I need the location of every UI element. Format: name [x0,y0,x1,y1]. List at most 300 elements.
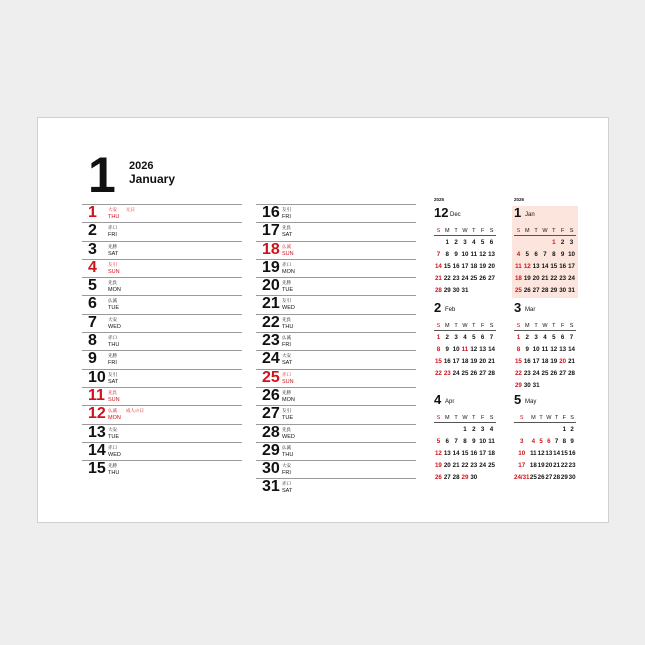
week-row [434,472,496,484]
rokuyo-label: 友引 [282,408,291,414]
day-row [82,259,242,277]
weekday-header-cell: S [487,227,496,236]
weekday-header-cell: S [434,322,443,331]
date-cell: 4 [472,238,476,246]
week-row [514,423,576,436]
weekday-header-cell: S [514,322,523,331]
day-row [82,277,242,295]
date-cell: 10 [568,250,575,258]
date-cell: 25 [461,370,469,378]
rokuyo-label: 仏滅 [108,408,117,414]
rokuyo-label: 友引 [108,371,117,377]
week-row [514,260,576,272]
date-cell: 13 [443,449,451,457]
rokuyo-label: 大安 [108,207,117,212]
date-cell: 13 [559,345,567,353]
holiday-label: 成人の日 [126,408,144,414]
date-cell: 11 [461,345,469,353]
week-row [514,368,576,380]
date-cell: 5 [472,333,476,341]
date-cell [558,380,567,392]
date-cell: 1 [436,333,441,341]
week-row [434,285,496,297]
date-cell: 6 [560,333,565,341]
date-cell: 6 [547,437,551,445]
weekday-label: THU [108,214,120,220]
day-number: 28 [262,423,280,441]
date-cell: 4 [543,333,547,341]
rokuyo-label: 仏滅 [282,243,291,249]
week-row [434,248,496,260]
day-number: 4 [88,258,97,276]
date-cell: 31 [532,382,540,390]
date-cell: 16 [559,262,567,270]
weekday-header-cell: M [531,415,536,421]
week-row [434,423,496,436]
date-cell: 16 [568,449,576,457]
weekday-label: SAT [282,488,293,495]
mini-month-grid [434,227,496,297]
date-cell: 11 [470,250,478,258]
weekday-label: WED [282,433,295,440]
date-cell: 26 [523,287,531,295]
date-cell: 29 [443,287,451,295]
date-cell: 1 [562,425,567,433]
weekday-label: MON [108,415,121,422]
mini-month-number: 3 [514,300,522,315]
day-row [256,241,416,259]
date-cell: 24 [452,370,460,378]
date-cell: 14 [541,262,549,270]
date-cell: 29 [461,474,469,482]
date-cell: 2 [560,238,565,246]
rokuyo-label: 仏滅 [282,335,291,341]
day-number: 11 [88,386,105,404]
date-cell: 18 [529,462,537,470]
week-row [514,273,576,285]
mini-month-name: Feb [445,307,456,313]
day-row [256,424,416,442]
date-cell: 2 [525,333,529,341]
date-cell: 17 [518,462,526,470]
date-cell: 19 [537,462,545,470]
date-cell: 4 [531,437,536,445]
day-row [82,405,242,423]
rokuyo-label: 赤口 [108,335,117,341]
date-cell: 7 [436,250,441,258]
weekday-header-cell: F [558,227,567,236]
weekday-label: FRI [108,360,117,367]
mini-month-header [434,301,500,317]
week-row [514,343,576,355]
weekday-header-row [514,414,576,423]
date-cell: 21 [452,462,460,470]
date-cell: 30 [470,474,478,482]
date-cell: 9 [445,345,449,353]
date-cell: 21 [541,275,549,283]
mini-month-number: 4 [434,392,442,407]
rokuyo-label: 仏滅 [282,444,291,450]
date-cell: 10 [532,345,540,353]
date-cell: 24 [532,370,540,378]
weekday-header-cell: F [558,322,567,331]
weekday-label: THU [282,323,294,330]
week-row [434,355,496,367]
weekday-label: SUN [282,378,294,385]
date-cell: 16 [523,357,531,365]
weekday-label: FRI [282,342,291,349]
mini-month-grid [434,322,496,380]
date-cell [478,472,487,484]
rokuyo-label: 大安 [108,316,117,322]
weekday-header-row [514,227,576,236]
weekday-label: TUE [282,415,293,422]
weekday-header-cell: S [434,414,443,423]
weekday-label: MON [282,268,295,275]
day-number: 22 [262,313,280,331]
date-cell: 9 [525,345,529,353]
date-cell: 24 [568,275,575,283]
weekday-label: FRI [282,214,291,220]
date-cell: 30 [523,382,531,390]
mini-month-mar [514,301,580,392]
mini-month-grid [514,227,576,297]
day-row [256,277,416,295]
date-cell [532,236,541,249]
day-number: 6 [88,295,97,313]
date-cell: 13 [532,262,540,270]
date-cell: 12 [470,345,478,353]
date-cell: 8 [463,437,467,445]
weekday-header-cell: S [567,227,576,236]
weekday-label: WED [108,451,121,458]
date-cell: 23 [443,370,451,378]
day-row [82,369,242,387]
date-cell: 17 [461,262,469,270]
weekday-label: WED [282,305,295,312]
weekday-header-cell: T [532,227,541,236]
date-cell: 22 [514,370,522,378]
date-cell: 13 [479,345,487,353]
weekday-header-row [434,227,496,236]
rokuyo-label: 先負 [108,389,117,395]
day-row [256,460,416,478]
day-number: 16 [262,204,280,221]
date-cell: 17 [452,357,460,365]
date-cell: 24 [479,462,487,470]
weekday-header-cell: T [549,227,558,236]
date-cell [567,380,576,392]
date-cell [443,423,452,436]
date-cell: 26 [550,370,558,378]
day-number: 13 [88,423,106,441]
week-row [514,460,576,472]
mini-month-feb [434,301,500,380]
date-cell: 20 [443,462,451,470]
weekday-header-cell: W [542,323,548,329]
day-number: 26 [262,386,280,404]
weekday-label: SAT [108,250,119,257]
date-cell: 19 [434,462,442,470]
weekday-header-cell: T [553,414,561,423]
date-cell: 23 [568,462,576,470]
date-cell: 20 [532,275,540,283]
weekday-header-row [434,414,496,423]
month-name: January [129,172,176,186]
day-number: 23 [262,332,280,350]
date-cell: 4 [516,250,521,258]
date-cell: 25 [541,370,549,378]
mini-month-may [514,393,580,484]
date-cell: 21 [434,275,442,283]
weekday-header-cell: F [560,414,568,423]
date-cell: 3 [454,333,458,341]
date-cell: 4 [463,333,467,341]
date-cell: 26 [470,370,478,378]
date-cell: 5 [525,250,529,258]
mini-month-apr [434,393,500,484]
weekday-header-cell: T [469,414,478,423]
date-cell: 12 [550,345,558,353]
rokuyo-label: 大安 [108,426,117,432]
weekday-label: SUN [282,250,294,257]
day-number: 29 [262,441,280,459]
mini-month-dec [434,197,500,297]
rokuyo-label: 友引 [108,261,117,267]
day-number: 8 [88,332,97,350]
date-cell: 14 [553,449,561,457]
date-cell: 14 [452,449,460,457]
rokuyo-label: 先負 [282,316,291,322]
date-cell: 6 [480,333,485,341]
weekday-header-cell: F [478,414,487,423]
weekday-header-cell: M [523,227,532,236]
date-cell: 24 [461,275,469,283]
date-cell: 22 [461,462,469,470]
date-cell: 27 [443,474,451,482]
weekday-header-cell: T [537,414,545,423]
date-cell: 20 [479,357,487,365]
date-cell: 25 [529,474,537,482]
weekday-header-cell: T [532,322,541,331]
weekday-label: THU [108,342,120,349]
date-cell: 2 [570,425,574,433]
weekday-header-cell: T [452,414,461,423]
rokuyo-label: 大安 [282,463,291,469]
week-row [514,472,576,484]
week-row [434,435,496,447]
day-row [82,222,242,240]
date-cell: 28 [452,474,460,482]
date-cell: 8 [562,437,567,445]
date-cell [478,285,487,297]
date-cell: 28 [568,370,575,378]
date-cell: 10 [518,449,526,457]
date-cell: 8 [436,345,441,353]
weekday-header-cell: T [469,322,478,331]
date-cell: 28 [434,287,442,295]
date-cell [514,423,529,436]
day-row [82,442,242,460]
date-cell [549,380,558,392]
mini-month-jan [514,197,580,297]
date-cell: 8 [516,345,521,353]
mini-month-header [434,197,500,222]
rokuyo-label: 友引 [282,298,291,304]
date-cell [514,236,523,249]
date-cell: 12 [479,250,487,258]
day-number: 12 [88,405,106,423]
weekday-header-cell: F [478,227,487,236]
day-number: 24 [262,350,280,368]
date-cell: 19 [470,357,478,365]
day-row [256,332,416,350]
day-row [256,259,416,277]
date-cell: 3 [480,425,485,433]
rokuyo-label: 赤口 [108,225,117,231]
mini-month-header [434,393,500,409]
date-cell: 23 [559,275,567,283]
weekday-label: SUN [108,396,120,403]
mini-month-grid [434,414,496,484]
day-number: 7 [88,313,97,331]
date-cell: 1 [552,238,556,246]
date-cell: 18 [488,449,495,457]
date-cell: 31 [461,287,469,295]
date-cell: 15 [550,262,558,270]
week-row [434,368,496,380]
date-cell [487,472,496,484]
date-cell: 25 [514,287,522,295]
weekday-header-cell: W [542,228,548,234]
date-cell: 27 [545,474,553,482]
week-row [514,331,576,344]
date-cell: 12 [434,449,442,457]
day-number: 21 [262,295,280,313]
weekday-header-cell: W [462,228,468,234]
date-cell [469,285,478,297]
date-cell: 22 [443,275,451,283]
date-cell: 15 [514,357,522,365]
weekday-header-cell: S [434,227,443,236]
day-number: 14 [88,441,106,459]
mini-month-name: Jan [525,212,535,218]
date-cell: 15 [434,357,442,365]
weekday-header-cell: M [443,414,452,423]
date-cell [545,423,553,436]
weekday-label: THU [282,451,294,458]
weekday-header-cell: S [568,414,576,423]
weekday-header-cell: T [452,227,461,236]
weekday-header-cell: M [443,227,452,236]
day-row [256,369,416,387]
weekday-header-cell: W [462,323,468,329]
month-year: 2026 [129,160,154,172]
date-cell: 8 [445,250,449,258]
date-cell: 28 [553,474,561,482]
date-cell: 27 [479,370,487,378]
date-cell: 30 [559,287,567,295]
date-cell: 14 [434,262,442,270]
date-cell: 29 [550,287,558,295]
day-number: 1 [88,204,97,221]
date-cell: 19 [523,275,531,283]
date-cell: 17 [568,262,575,270]
date-cell: 2 [472,425,476,433]
date-cell: 11 [530,449,537,457]
date-cell: 6 [534,250,538,258]
weekday-label: SAT [282,232,293,239]
date-cell: 18 [470,262,478,270]
rokuyo-label: 赤口 [108,444,117,450]
mini-month-header [514,393,580,409]
date-cell [487,285,496,297]
date-cell: 1 [463,425,467,433]
date-cell: 12 [537,449,545,457]
day-row [82,387,242,405]
rokuyo-label: 先負 [108,280,117,286]
date-cell: 23 [470,462,478,470]
day-number: 30 [262,460,280,478]
weekday-header-cell: S [487,414,496,423]
day-number: 27 [262,405,280,423]
date-cell [537,423,545,436]
rokuyo-label: 先勝 [282,389,291,395]
date-cell: 8 [552,250,556,258]
date-cell: 9 [560,250,565,258]
date-cell: 1 [516,333,521,341]
date-cell: 1 [445,238,449,246]
day-row [82,332,242,350]
rokuyo-label: 先負 [282,426,291,432]
weekday-label: SAT [108,378,119,385]
date-cell: 27 [559,370,567,378]
date-cell: 20 [488,262,495,270]
weekday-label: SUN [108,268,120,275]
date-cell: 18 [541,357,549,365]
date-cell: 17 [532,357,540,365]
day-number: 31 [262,478,280,496]
date-cell: 23 [452,275,460,283]
date-cell: 2 [454,238,458,246]
date-cell: 5 [480,238,485,246]
date-cell: 5 [539,437,543,445]
date-cell: 26 [479,275,487,283]
week-row [514,435,576,447]
week-row [434,447,496,459]
day-row [82,204,242,222]
day-row [256,405,416,423]
day-row [82,460,242,478]
day-row [82,241,242,259]
date-cell [541,380,550,392]
date-cell: 30 [568,474,576,482]
mini-month-year: 2026 [514,197,525,202]
weekday-header-cell: M [523,322,532,331]
date-cell: 21 [568,357,575,365]
weekday-label: WED [108,323,121,330]
weekday-label: MON [282,396,295,403]
day-row [256,478,416,496]
day-number: 20 [262,277,280,295]
date-cell: 13 [545,449,553,457]
day-list-right [256,204,416,497]
rokuyo-label: 先勝 [108,463,117,469]
week-row [514,248,576,260]
date-cell: 16 [470,449,478,457]
date-cell: 3 [520,437,524,445]
weekday-header-cell: S [514,414,529,423]
